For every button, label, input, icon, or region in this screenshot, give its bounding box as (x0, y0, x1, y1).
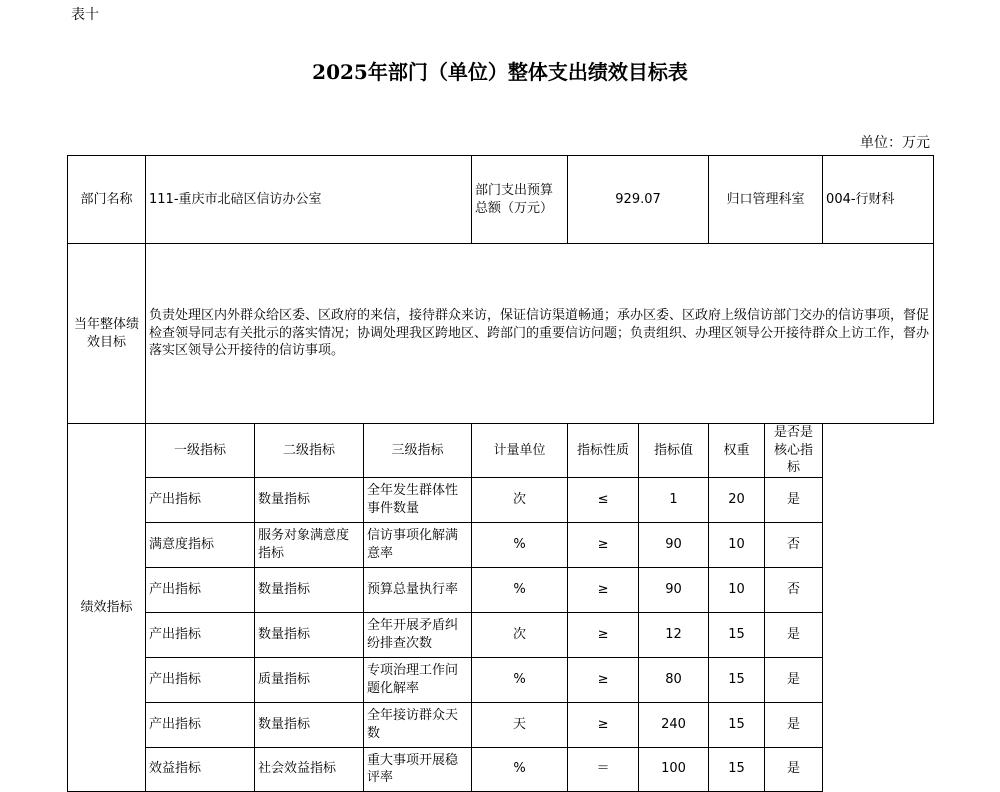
level3-cell: 全年开展矛盾纠纷排查次数 (364, 612, 472, 657)
core-cell: 否 (765, 522, 823, 567)
level1-cell: 产出指标 (146, 702, 255, 747)
value-cell: 90 (639, 522, 709, 567)
document-title: 2025年部门（单位）整体支出绩效目标表 (312, 60, 688, 84)
nature-cell: ≥ (568, 612, 639, 657)
level3-cell: 全年发生群体性事件数量 (364, 477, 472, 522)
unit-cell: % (472, 522, 568, 567)
level2-cell: 服务对象满意度指标 (255, 522, 364, 567)
level3-cell: 预算总量执行率 (364, 567, 472, 612)
core-cell: 是 (765, 477, 823, 522)
weight-cell: 20 (709, 477, 765, 522)
header-nature: 指标性质 (568, 424, 639, 478)
weight-cell: 15 (709, 612, 765, 657)
dept-info-row (68, 156, 934, 244)
level2-cell: 质量指标 (255, 657, 364, 702)
core-cell: 是 (765, 612, 823, 657)
nature-cell: ＝ (568, 747, 639, 791)
indicator-row (68, 747, 934, 791)
value-cell: 1 (639, 477, 709, 522)
level1-cell: 产出指标 (146, 657, 255, 702)
unit-cell: % (472, 657, 568, 702)
value-cell: 90 (639, 567, 709, 612)
indicator-row (68, 477, 934, 522)
nature-cell: ≥ (568, 522, 639, 567)
header-unit: 计量单位 (472, 424, 568, 478)
dept-name-value: 111-重庆市北碚区信访办公室 (146, 156, 472, 244)
header-core: 是否是核心指标 (765, 424, 823, 478)
level1-cell: 效益指标 (146, 747, 255, 791)
weight-cell: 10 (709, 567, 765, 612)
weight-cell: 15 (709, 657, 765, 702)
table-number-label: 表十 (71, 7, 99, 23)
nature-cell: ≥ (568, 657, 639, 702)
goal-label: 当年整体绩效目标 (68, 244, 146, 424)
budget-value: 929.07 (568, 156, 709, 244)
unit-cell: 天 (472, 702, 568, 747)
core-cell: 是 (765, 657, 823, 702)
level1-cell: 产出指标 (146, 612, 255, 657)
weight-cell: 10 (709, 522, 765, 567)
value-cell: 80 (639, 657, 709, 702)
core-cell: 否 (765, 567, 823, 612)
header-level1: 一级指标 (146, 424, 255, 478)
header-value: 指标值 (639, 424, 709, 478)
unit-cell: % (472, 567, 568, 612)
nature-cell: ≥ (568, 702, 639, 747)
core-cell: 是 (765, 702, 823, 747)
indicator-row (68, 522, 934, 567)
unit-label: 单位：万元 (860, 135, 930, 151)
header-level3: 三级指标 (364, 424, 472, 478)
nature-cell: ≤ (568, 477, 639, 522)
goal-text: 负责处理区内外群众给区委、区政府的来信，接待群众来访，保证信访渠道畅通；承办区委、区政府上级信访部门交办的信访事项，督促检查领导同志有关批示的落实情况；协调处理我区跨地区、跨部门的重要信访问题；负责组织、办理区领导公开接待群众上访工作，督办落实区领导公开接待的信访事项。 (146, 244, 934, 424)
weight-cell: 15 (709, 747, 765, 791)
level1-cell: 满意度指标 (146, 522, 255, 567)
level2-cell: 社会效益指标 (255, 747, 364, 791)
value-cell: 240 (639, 702, 709, 747)
nature-cell: ≥ (568, 567, 639, 612)
goal-row (68, 244, 934, 424)
header-level2: 二级指标 (255, 424, 364, 478)
header-weight: 权重 (709, 424, 765, 478)
unit-cell: % (472, 747, 568, 791)
value-cell: 100 (639, 747, 709, 791)
indicator-row (68, 702, 934, 747)
unit-cell: 次 (472, 477, 568, 522)
mgmt-dept-label: 归口管理科室 (709, 156, 823, 244)
level1-cell: 产出指标 (146, 477, 255, 522)
level3-cell: 重大事项开展稳评率 (364, 747, 472, 791)
level3-cell: 全年接访群众天数 (364, 702, 472, 747)
weight-cell: 15 (709, 702, 765, 747)
budget-label: 部门支出预算总额（万元） (472, 156, 568, 244)
indicator-row (68, 567, 934, 612)
indicator-row (68, 657, 934, 702)
level2-cell: 数量指标 (255, 477, 364, 522)
level2-cell: 数量指标 (255, 567, 364, 612)
indicator-header-row (68, 424, 934, 478)
indicator-row (68, 612, 934, 657)
level3-cell: 专项治理工作问题化解率 (364, 657, 472, 702)
level2-cell: 数量指标 (255, 702, 364, 747)
unit-cell: 次 (472, 612, 568, 657)
mgmt-dept-value: 004-行财科 (823, 156, 934, 244)
dept-name-label: 部门名称 (68, 156, 146, 244)
value-cell: 12 (639, 612, 709, 657)
level3-cell: 信访事项化解满意率 (364, 522, 472, 567)
level2-cell: 数量指标 (255, 612, 364, 657)
core-cell: 是 (765, 747, 823, 791)
level1-cell: 产出指标 (146, 567, 255, 612)
performance-table (67, 155, 934, 792)
indicators-section-label: 绩效指标 (68, 424, 146, 792)
